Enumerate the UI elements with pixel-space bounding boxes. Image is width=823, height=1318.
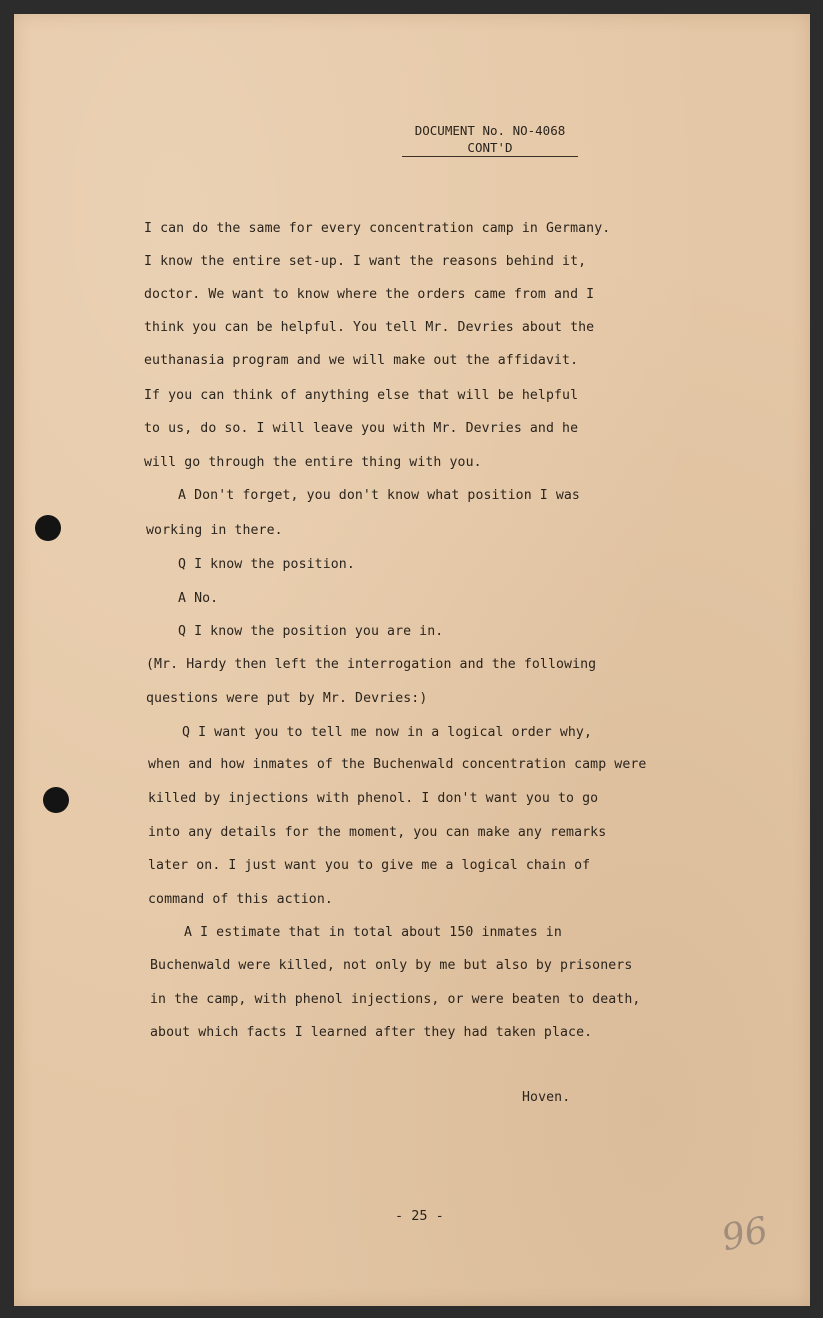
pencil-annotation: 96	[718, 1209, 772, 1260]
text-line: (Mr. Hardy then left the interrogation and the following	[146, 657, 597, 672]
text-line: when and how inmates of the Buchenwald concentration camp were	[148, 757, 647, 772]
text-line: to us, do so. I will leave you with Mr. Devries and he	[144, 421, 579, 436]
signature: Hoven.	[522, 1090, 571, 1105]
text-line: in the camp, with phenol injections, or were beaten to death,	[150, 992, 641, 1007]
answer-line: A No.	[178, 591, 219, 606]
text-line: will go through the entire thing with you.	[144, 455, 482, 470]
text-line: Buchenwald were killed, not only by me but also by prisoners	[150, 958, 633, 973]
punch-hole-bottom	[43, 787, 69, 813]
text-line: questions were put by Mr. Devries:)	[146, 691, 428, 706]
text-line: killed by injections with phenol. I don't want you to go	[148, 791, 599, 806]
answer-line: A I estimate that in total about 150 inmates in	[184, 925, 562, 940]
question-line: Q I want you to tell me now in a logical order why,	[182, 725, 593, 740]
text-line: euthanasia program and we will make out the affidavit.	[144, 353, 579, 368]
text-line: into any details for the moment, you can make any remarks	[148, 825, 607, 840]
text-line: think you can be helpful. You tell Mr. Devries about the	[144, 320, 595, 335]
question-line: Q I know the position you are in.	[178, 624, 444, 639]
text-line: doctor. We want to know where the orders came from and I	[144, 287, 595, 302]
page-number: - 25 -	[395, 1208, 444, 1224]
punch-hole-top	[35, 515, 61, 541]
text-line: working in there.	[146, 523, 283, 538]
question-line: Q I know the position.	[178, 557, 355, 572]
text-line: command of this action.	[148, 892, 333, 907]
document-header	[402, 122, 578, 157]
text-line: about which facts I learned after they had taken place.	[150, 1025, 593, 1040]
continued-label: CONT'D	[402, 139, 578, 157]
text-line: I know the entire set-up. I want the reasons behind it,	[144, 254, 587, 269]
answer-line: A Don't forget, you don't know what position I was	[178, 488, 580, 503]
text-line: later on. I just want you to give me a logical chain of	[148, 858, 591, 873]
document-number: DOCUMENT No. NO-4068	[414, 123, 566, 138]
text-line: I can do the same for every concentration camp in Germany.	[144, 221, 611, 236]
text-line: If you can think of anything else that will be helpful	[144, 388, 579, 403]
